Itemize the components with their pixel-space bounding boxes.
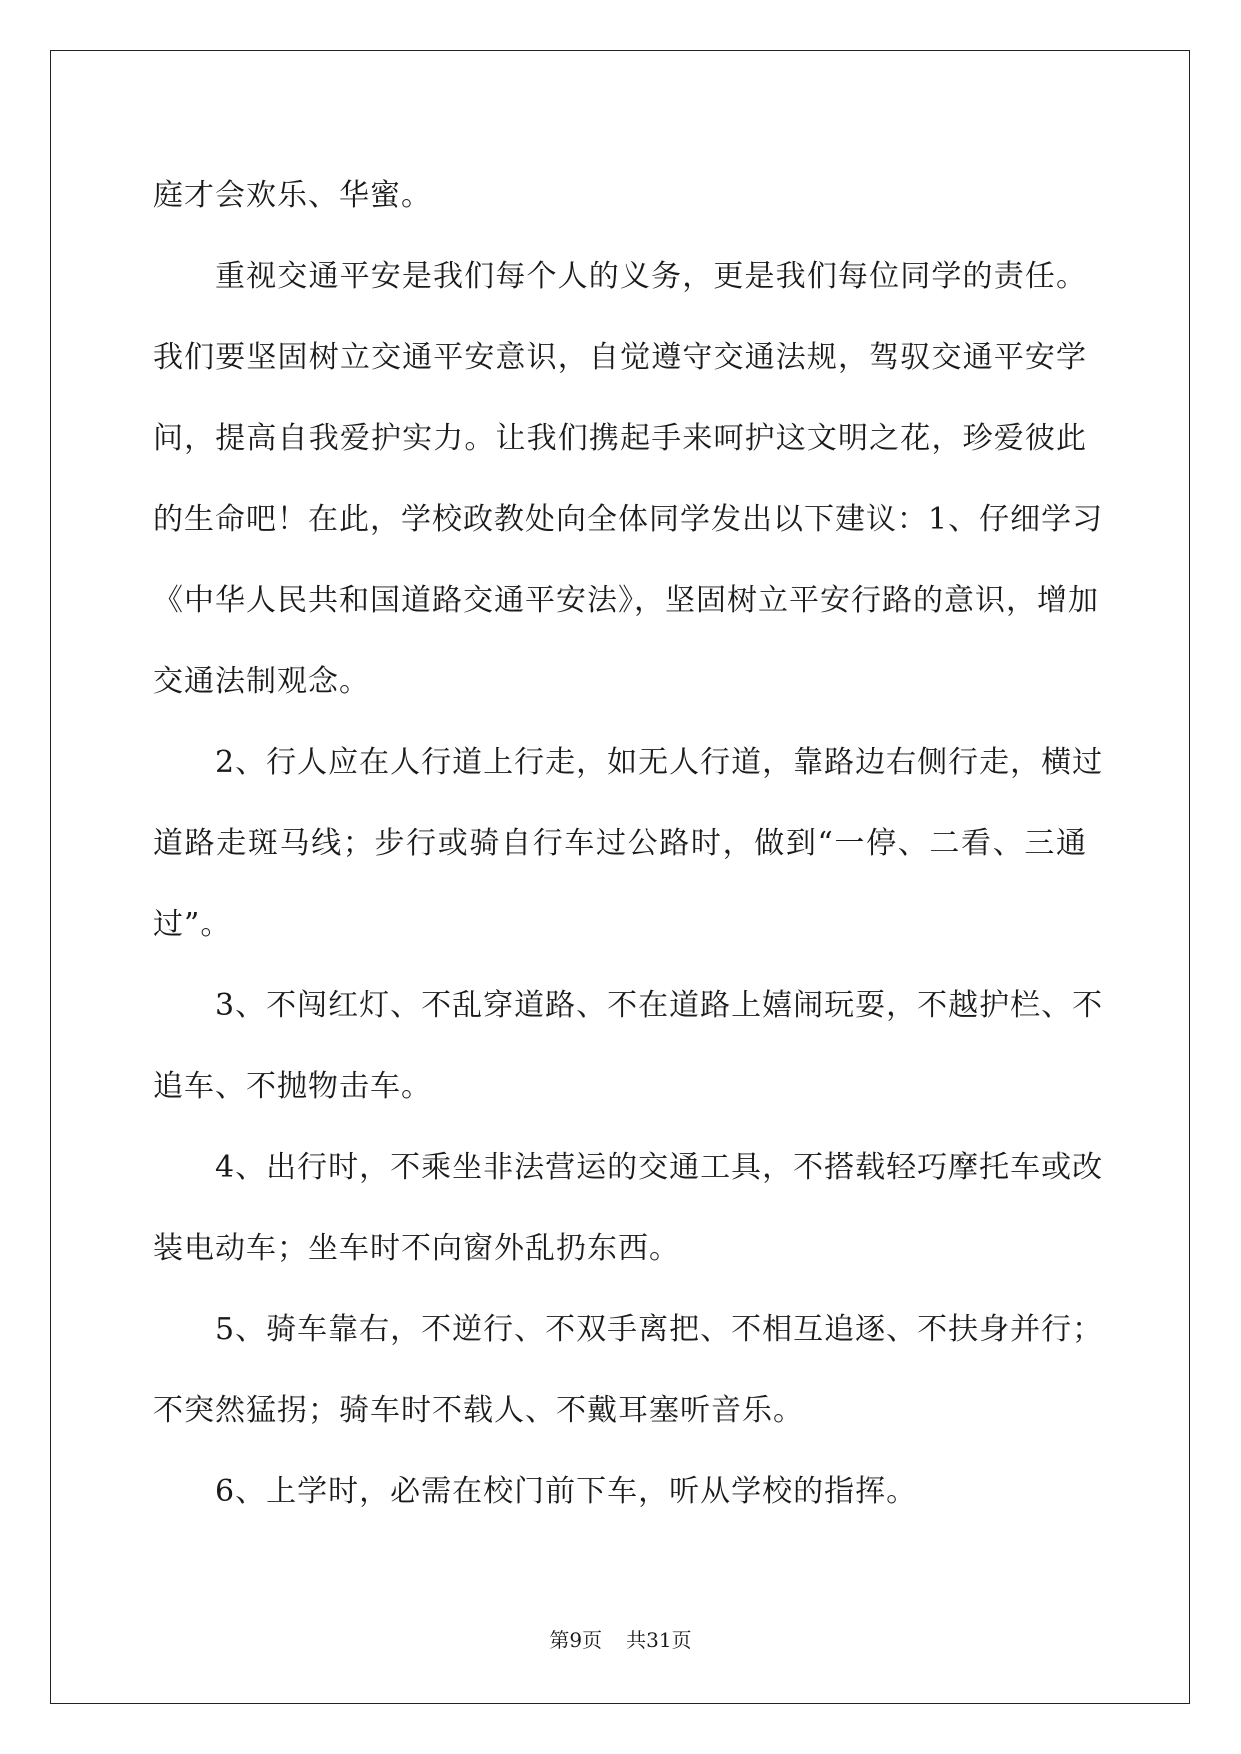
- text-line: 过”。: [153, 907, 232, 942]
- paragraph: [153, 965, 1104, 1127]
- text-line: 《中华人民共和国道路交通平安法》，坚固树立平安行路的意识，增加: [153, 583, 1099, 618]
- text-line: 重视交通平安是我们每个人的义务，更是我们每位同学的责任。: [215, 259, 1087, 294]
- paragraph: [153, 155, 1087, 236]
- text-line: 问，提高自我爱护实力。让我们携起手来呵护这文明之花，珍爱彼此: [153, 421, 1087, 456]
- paragraph: [153, 1127, 1104, 1289]
- text-line: 3、不闯红灯、不乱穿道路、不在道路上嬉闹玩耍，不越护栏、不: [215, 988, 1104, 1023]
- total-page-count: 共31页: [626, 1628, 692, 1652]
- paragraph: [153, 1451, 1087, 1532]
- text-line: 交通法制观念。: [153, 664, 370, 699]
- text-line: 6、上学时，必需在校门前下车，听从学校的指挥。: [215, 1474, 918, 1509]
- paragraph: [153, 1289, 1104, 1451]
- text-line: 5、骑车靠右，不逆行、不双手离把、不相互追逐、不扶身并行；: [215, 1312, 1104, 1347]
- text-line: 装电动车；坐车时不向窗外乱扔东西。: [153, 1231, 680, 1266]
- text-line: 我们要坚固树立交通平安意识，自觉遵守交通法规，驾驭交通平安学: [153, 340, 1087, 375]
- current-page-number: 第9页: [549, 1628, 603, 1652]
- text-line: 4、出行时，不乘坐非法营运的交通工具，不搭载轻巧摩托车或改: [215, 1150, 1104, 1185]
- text-line: 不突然猛拐；骑车时不载人、不戴耳塞听音乐。: [153, 1393, 804, 1428]
- text-line: 追车、不抛物击车。: [153, 1069, 432, 1104]
- paragraph: [153, 236, 1104, 722]
- document-body: [153, 155, 1104, 1532]
- text-line: 的生命吧！在此，学校政教处向全体同学发出以下建议：1、仔细学习: [153, 502, 1104, 537]
- page-footer: [0, 1626, 1241, 1654]
- text-line: 庭才会欢乐、华蜜。: [153, 178, 432, 213]
- text-line: 道路走斑马线；步行或骑自行车过公路时，做到“一停、二看、三通: [153, 826, 1087, 861]
- text-line: 2、行人应在人行道上行走，如无人行道，靠路边右侧行走，横过: [215, 745, 1104, 780]
- paragraph: [153, 722, 1104, 965]
